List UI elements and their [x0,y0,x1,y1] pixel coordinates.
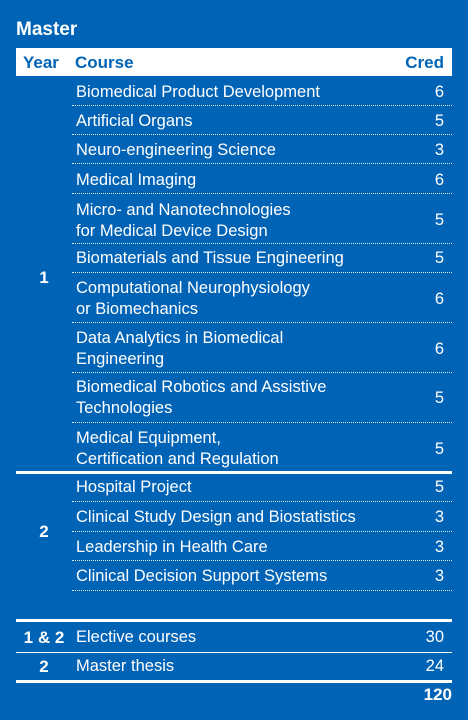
row-divider [72,422,452,423]
row-divider [72,372,452,373]
course-name: Clinical Decision Support Systems [76,567,328,585]
course-cred: 5 [434,211,444,229]
course-name: Artificial Organs [76,112,193,130]
course-cred: 5 [434,440,444,458]
row-divider [72,322,452,323]
course-cred: 5 [434,478,444,496]
page-title: Master [16,19,78,40]
row-divider [72,531,452,532]
course-cred: 3 [434,567,444,585]
year-2-label: 2 [39,522,49,541]
course-cred: 30 [425,628,444,646]
row-divider [72,134,452,135]
header-cred: Cred [405,53,444,72]
course-cred: 5 [434,112,444,130]
header-year: Year [23,53,59,72]
course-name: Neuro-engineering Science [76,141,276,159]
course-name: Master thesis [76,657,175,675]
header-course: Course [75,53,134,72]
extra-separator [16,619,452,622]
extra-year-label: 1 & 2 [23,628,65,647]
total-separator [16,680,452,683]
course-cred: 3 [434,508,444,526]
course-cred: 6 [434,171,444,189]
course-name: Leadership in Health Care [76,538,268,556]
course-name: Medical Equipment, Certification and Regulation [76,429,279,468]
year-separator [16,471,452,474]
course-cred: 6 [434,340,444,358]
course-name: Micro- and Nanotechnologies for Medical Device Design [76,201,291,240]
row-divider [72,560,452,561]
course-name: Elective courses [76,628,197,646]
extra-year-label: 2 [39,657,49,676]
course-cred: 5 [434,249,444,267]
row-divider [72,163,452,164]
course-name: Data Analytics in Biomedical Engineering [76,329,284,368]
row-divider [72,105,452,106]
year-1-label: 1 [39,268,49,287]
row-divider [72,272,452,273]
course-cred: 24 [425,657,444,675]
row-divider [72,501,452,502]
course-cred: 3 [434,141,444,159]
table-header [16,48,452,76]
row-divider [72,590,452,591]
course-name: Biomaterials and Tissue Engineering [76,249,344,267]
row-divider [72,243,452,244]
course-cred: 6 [434,83,444,101]
course-cred: 5 [434,389,444,407]
course-name: Clinical Study Design and Biostatistics [76,508,356,526]
course-name: Biomedical Product Development [76,83,320,101]
row-divider [72,193,452,194]
row-divider [16,652,452,653]
course-name: Medical Imaging [76,171,197,189]
course-name: Hospital Project [76,478,192,496]
course-name: Computational Neurophysiology or Biomechanics [76,279,310,318]
course-cred: 6 [434,290,444,308]
total-credits: 120 [423,685,452,704]
course-name: Biomedical Robotics and Assistive Technologies [76,378,327,417]
course-cred: 3 [434,538,444,556]
